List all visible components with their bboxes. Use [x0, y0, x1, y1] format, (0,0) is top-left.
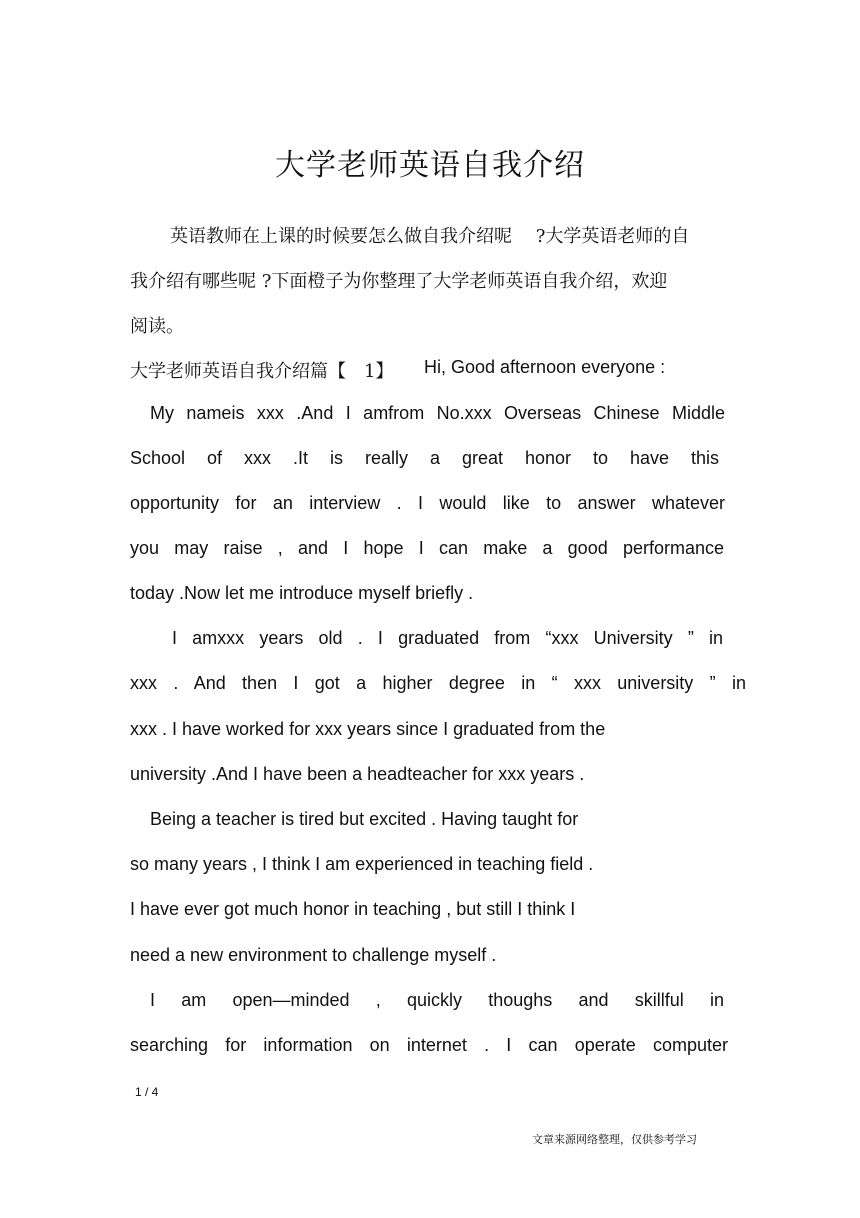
body-line-13: need a new environment to challenge myself . — [130, 945, 497, 965]
footer-note: 文章来源网络整理，仅供参考学习 — [532, 1133, 697, 1146]
body-line-2: School of xxx .It is really a great honor to have this — [130, 448, 719, 468]
body-line-5: today .Now let me introduce myself briefly . — [130, 583, 474, 603]
intro-line-1: 英语教师在上课的时候要怎么做自我介绍呢 ?大学英语老师的自 — [170, 226, 690, 247]
document-title: 大学老师英语自我介绍 — [275, 148, 585, 183]
body-line-8: xxx . I have worked for xxx years since I graduated from the — [130, 719, 606, 739]
body-line-1: My nameis xxx .And I amfrom No.xxx Overseas Chinese Middle — [150, 403, 725, 423]
body-line-3: opportunity for an interview . I would like to answer whatever — [130, 493, 725, 513]
section-heading: 大学老师英语自我介绍篇【 1】 — [130, 361, 394, 382]
body-line-12: I have ever got much honor in teaching , but still I think I — [130, 899, 576, 919]
body-line-9: university .And I have been a headteacher for xxx years . — [130, 764, 585, 784]
body-line-6: I amxxx years old . I graduated from “xxx University ” in — [172, 628, 723, 648]
intro-line-2: 我介绍有哪些呢 ?下面橙子为你整理了大学老师英语自我介绍，欢迎 — [130, 271, 668, 292]
body-line-11: so many years , I think I am experienced in teaching field . — [130, 854, 594, 874]
intro-line-3: 阅读。 — [130, 316, 184, 337]
body-line-15: searching for information on internet . I can operate computer — [130, 1035, 728, 1055]
greeting-line: Hi, Good afternoon everyone : — [424, 357, 666, 377]
body-line-4: you may raise , and I hope I can make a good performance — [130, 538, 724, 558]
body-line-7: xxx . And then I got a higher degree in “ xxx university ” in — [130, 673, 746, 693]
body-line-10: Being a teacher is tired but excited . Having taught for — [150, 809, 579, 829]
body-line-14: I am open—minded , quickly thoughs and skillful in — [150, 990, 724, 1010]
page-number: 1 / 4 — [135, 1085, 159, 1099]
